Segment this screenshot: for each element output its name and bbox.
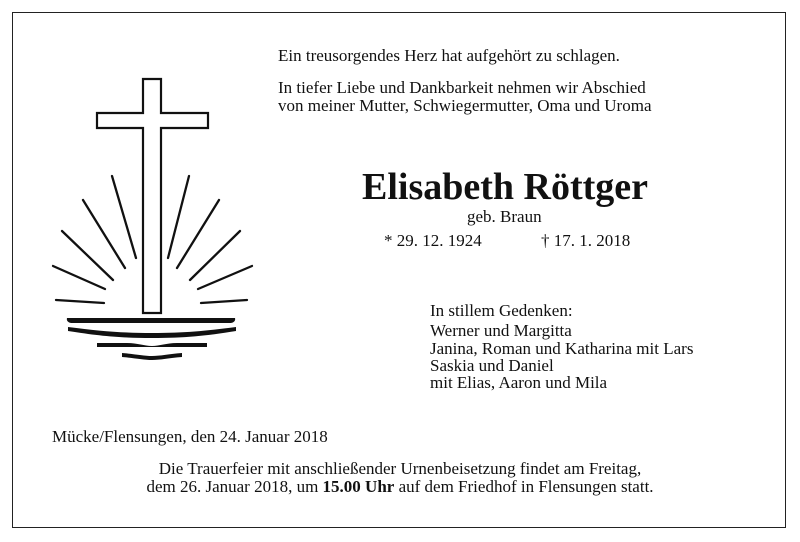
- death-date: † 17. 1. 2018: [541, 231, 631, 250]
- farewell-line: In tiefer Liebe und Dankbarkeit nehmen wir Abschied: [278, 78, 646, 97]
- ceremony-date: dem 26. Januar 2018, um: [146, 477, 319, 496]
- mourner-line: Janina, Roman und Katharina mit Lars: [430, 339, 694, 358]
- opening-line: Ein treusorgendes Herz hat aufgehört zu schlagen.: [278, 46, 620, 65]
- farewell-line: von meiner Mutter, Schwiegermutter, Oma und Uroma: [278, 96, 652, 115]
- ceremony-line: [0, 477, 800, 497]
- ceremony-time: 15.00 Uhr: [322, 477, 395, 496]
- place-date: Mücke/Flensungen, den 24. Januar 2018: [52, 427, 328, 446]
- mourner-line: mit Elias, Aaron und Mila: [430, 373, 608, 392]
- mourner-line: Werner und Margitta: [430, 321, 572, 340]
- ceremony-line: Die Trauerfeier mit anschließender Urnenbeisetzung findet am Freitag,: [158, 459, 642, 478]
- maiden-name: geb. Braun: [467, 207, 542, 226]
- mourner-line: Saskia und Daniel: [430, 356, 554, 375]
- deceased-name: Elisabeth Röttger: [362, 166, 649, 208]
- birth-date: * 29. 12. 1924: [384, 231, 482, 250]
- mourners-heading: In stillem Gedenken:: [430, 301, 573, 320]
- ceremony-place: auf dem Friedhof in Flensungen statt.: [398, 477, 654, 496]
